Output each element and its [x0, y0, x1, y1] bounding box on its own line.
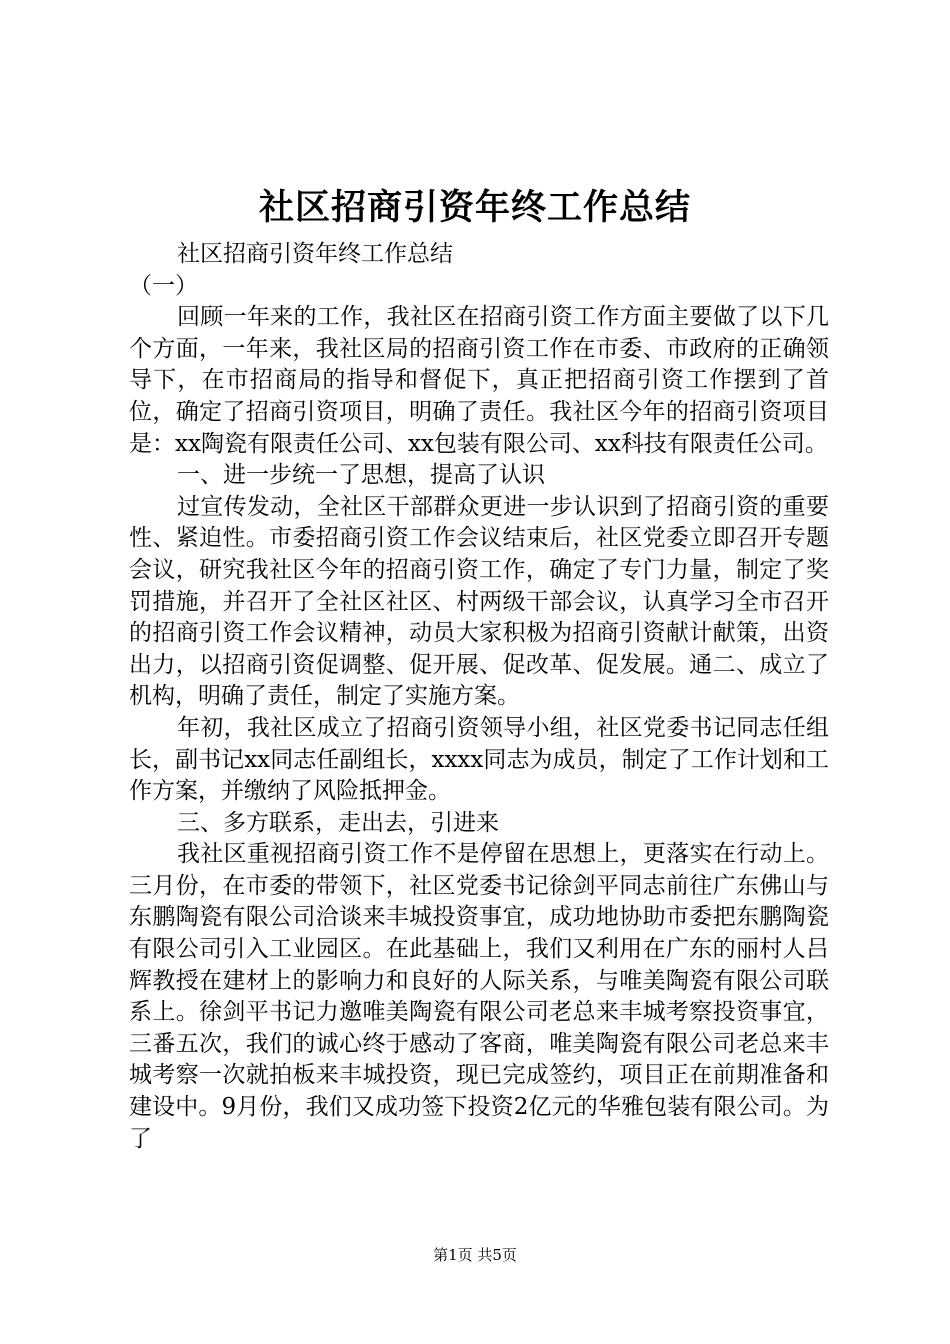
section-number: （一） — [129, 272, 198, 299]
document-body — [129, 239, 829, 1155]
subtitle-paragraph: 社区招商引资年终工作总结 — [177, 241, 453, 267]
document-title: 社区招商引资年终工作总结 — [258, 187, 691, 228]
body-paragraph: 年初，我社区成立了招商引资领导小组，社区党委书记同志任组长，副书记xx同志任副组长，xxxx同志为成员，制定了工作计划和工作方案，并缴纳了风险抵押金。 — [129, 714, 829, 805]
body-paragraph: 我社区重视招商引资工作不是停留在思想上，更落实在行动上。三月份，在市委的带领下，社区党委书记徐剑平同志前往广东佛山与东鹏陶瓷有限公司洽谈来丰城投资事宜，成功地协助市委把东鹏陶瓷有限公司引入工业园区。在此基础上，我们又利用在广东的丽村人吕辉教授在建材上的影响力和良好的人际关系，与唯美陶瓷有限公司联系上。徐剑平书记力邀唯美陶瓷有限公司老总来丰城考察投资事宜，三番五次，我们的诚心终于感动了客商，唯美陶瓷有限公司老总来丰城考察一次就拍板来丰城投资，现已完成签约，项目正在前期准备和建设中。9月份，我们又成功签下投资2亿元的华雅包装有限公司。为了 — [129, 841, 829, 1152]
page-footer: 第1页 共5页 — [433, 1246, 517, 1264]
section-heading: 三、多方联系，走出去，引进来 — [177, 809, 499, 836]
body-paragraph: 过宣传发动，全社区干部群众更进一步认识到了招商引资的重要性、紧迫性。市委招商引资工作会议结束后，社区党委立即召开专题会议，研究我社区今年的招商引资工作，确定了专门力量，制定了奖罚措施，并召开了全社区社区、村两级干部会议，认真学习全市召开的招商引资工作会议精神，动员大家积极为招商引资献计献策，出资出力，以招商引资促调整、促开展、促改革、促发展。通二、成立了机构，明确了责任，制定了实施方案。 — [129, 493, 829, 710]
section-heading: 一、进一步统一了思想，提高了认识 — [177, 462, 545, 489]
body-paragraph: 回顾一年来的工作，我社区在招商引资工作方面主要做了以下几个方面，一年来，我社区局的招商引资工作在市委、市政府的正确领导下，在市招商局的指导和督促下，真正把招商引资工作摆到了首位，确定了招商引资项目，明确了责任。我社区今年的招商引资项目是：xx陶瓷有限责任公司、xx包装有限公司、xx科技有限责任公司。 — [129, 304, 829, 457]
